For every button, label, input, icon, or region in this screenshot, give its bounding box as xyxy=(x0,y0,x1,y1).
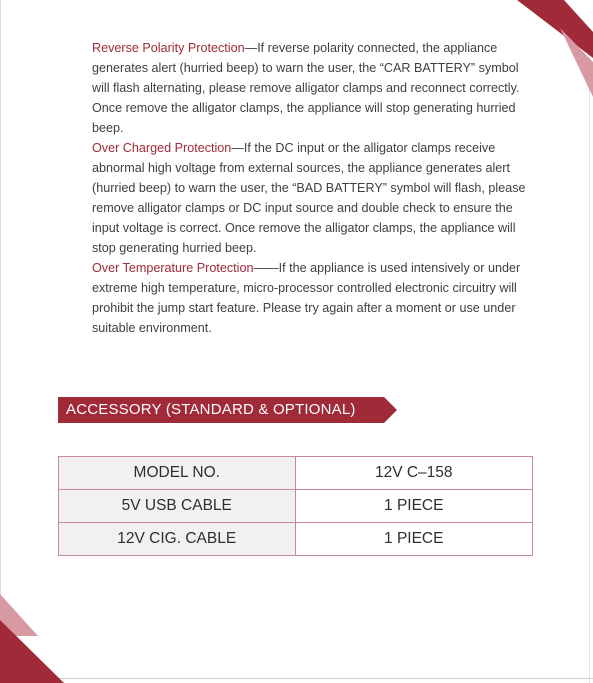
reverse-polarity-paragraph xyxy=(92,38,532,138)
over-charged-heading: Over Charged Protection xyxy=(92,141,232,155)
reverse-polarity-heading: Reverse Polarity Protection xyxy=(92,41,245,55)
accessory-item-cell: 5V USB CABLE xyxy=(59,490,296,523)
accessory-value-cell: 1 PIECE xyxy=(295,490,533,523)
protection-features-text xyxy=(92,38,532,338)
accessory-item-cell: 12V CIG. CABLE xyxy=(59,523,296,556)
over-temperature-paragraph xyxy=(92,258,532,338)
page-right-border xyxy=(589,0,590,683)
accessory-item-cell: MODEL NO. xyxy=(59,457,296,490)
table-row xyxy=(59,457,533,490)
page-left-border xyxy=(0,0,1,683)
accessory-value-cell: 12V C–158 xyxy=(295,457,533,490)
over-temperature-heading: Over Temperature Protection xyxy=(92,261,254,275)
over-charged-body: —If the DC input or the alligator clamps receive abnormal high voltage from external sources, the appliance generates alert (hurried beep) to warn the user, the “BAD BATTERY” symbol will flash, please remove alligator clamps or DC input source and double check to ensure the input voltage is correct. Once remove the alligator clamps, the appliance will stop generating hurried beep. xyxy=(92,141,526,255)
reverse-polarity-body: —If reverse polarity connected, the appliance generates alert (hurried beep) to warn the user, the “CAR BATTERY” symbol will flash alternating, please remove alligator clamps and reconnect correctly. Once remove the alligator clamps, the appliance will stop generating hurried beep. xyxy=(92,41,520,135)
accessory-value-cell: 1 PIECE xyxy=(295,523,533,556)
accessory-table xyxy=(58,456,533,556)
accessory-banner xyxy=(58,397,398,423)
over-charged-paragraph xyxy=(92,138,532,258)
over-temperature-body: ——If the appliance is used intensively or under extreme high temperature, micro-processor controlled electronic circuitry will prohibit the jump start feature. Please try again after a moment or use under suitable environment. xyxy=(92,261,521,335)
page-bottom-border xyxy=(0,678,593,679)
corner-decoration-bottom-left xyxy=(0,590,70,683)
table-row xyxy=(59,523,533,556)
table-row xyxy=(59,490,533,523)
accessory-title: ACCESSORY (STANDARD & OPTIONAL) xyxy=(66,401,356,418)
